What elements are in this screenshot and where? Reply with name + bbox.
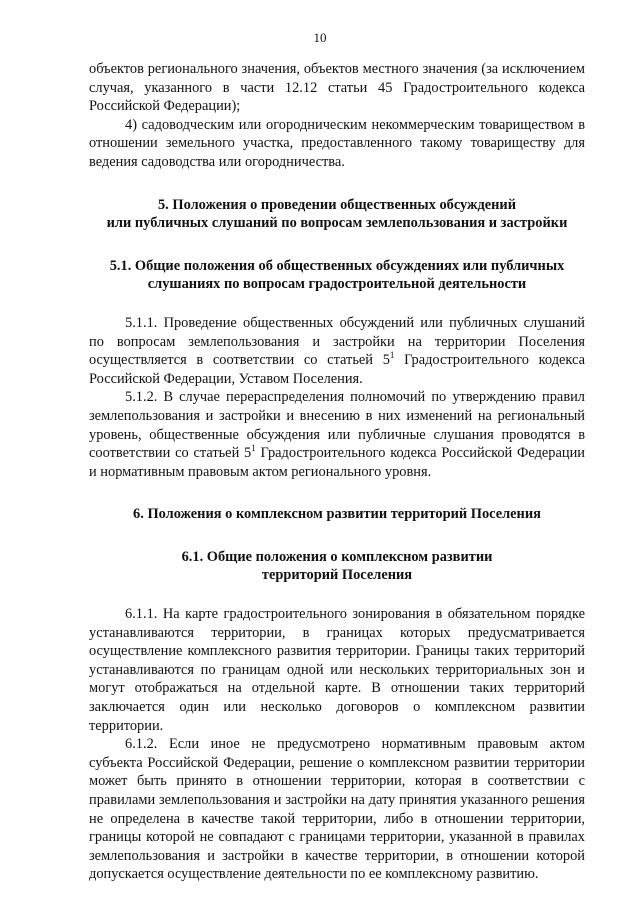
paragraph-6-1-2: 6.1.2. Если иное не предусмотрено нормативным правовым актом субъекта Российской Федерации, решение о комплексном развитии территории может быть принято в отношении территории, которая в соответствии с правилами землепользования и застройки на дату принятия указанного решения не определена в качестве такой территории, либо в отношении территории, границы которой не совпадают с границами территории, указанной в правилах землепользования и застройки в качестве территории, в отношении которой допускается осуществление деятельности по ее комплексному развитию. — [89, 736, 585, 883]
paragraph-continuation: объектов регионального значения, объектов местного значения (за исключением случая, указанного в части 12.12 статьи 45 Градостроительного кодекса Российской Федерации); — [89, 61, 585, 115]
paragraph-5-1-2 — [89, 388, 585, 481]
subsection-5-1-heading-line-2: слушаниях по вопросам градостроительной деятельности — [147, 276, 527, 293]
paragraph-5-1-2-text: 5.1.2. В случае перераспределения полномочий по утверждению правил землепользования и застройки и внесению в них изменений на региональный уровень, общественные обсуждения или публичные слушания проводятся в соответствии со статьей 5 — [89, 389, 585, 462]
paragraph-5-1-2-text-end: Градостроительного кодекса Российской Федерации и нормативным правовым актом регионального уровня. — [89, 445, 585, 480]
section-5-heading-line-2: или публичных слушаний по вопросам землепользования и застройки — [106, 215, 568, 232]
page-number: 10 — [313, 30, 327, 45]
section-6-heading — [89, 505, 585, 524]
section-6-heading-line: 6. Положения о комплексном развитии территорий Поселения — [133, 506, 541, 523]
paragraph-5-1-1-superscript: 1 — [389, 350, 395, 361]
subsection-5-1-heading — [89, 257, 585, 294]
subsection-5-1-heading-line-1: 5.1. Общие положения об общественных обсуждениях или публичных — [109, 257, 565, 274]
paragraph-5-1-1-text: 5.1.1. Проведение общественных обсуждений или публичных слушаний по вопросам землепользования и застройки на территории Поселения осуществляется в соответствии со статьей 5 — [89, 314, 585, 369]
section-5-heading-line-1: 5. Положения о проведении общественных обсуждений — [157, 196, 517, 213]
paragraph-5-1-1 — [89, 314, 585, 388]
paragraph-6-1-1: 6.1.1. На карте градостроительного зонирования в обязательном порядке устанавливаются территории, в границах которых предусматривается осуществление комплексного развития территории. Границы таких территорий устанавливаются по границам одной или нескольких территориальных зон и могут отображаться на отдельной карте. В отношении таких территорий заключается один или несколько договоров о комплексном развитии территории. — [89, 606, 585, 734]
paragraph-5-1-1-text-end: Градостроительного кодекса Российской Федерации, Уставом Поселения. — [89, 352, 585, 387]
paragraph-5-1-2-superscript: 1 — [251, 443, 256, 454]
document-body — [89, 60, 585, 884]
subsection-6-1-heading — [89, 548, 585, 585]
section-5-heading — [89, 196, 585, 233]
paragraph-item-4: 4) садоводческим или огородническим некоммерческим товариществом в отношении земельного участка, предоставленного такому товариществу для ведения садоводства или огородничества. — [89, 116, 585, 170]
subsection-6-1-heading-line-2: территорий Поселения — [261, 567, 413, 584]
subsection-6-1-heading-line-1: 6.1. Общие положения о комплексном развитии — [181, 548, 493, 565]
